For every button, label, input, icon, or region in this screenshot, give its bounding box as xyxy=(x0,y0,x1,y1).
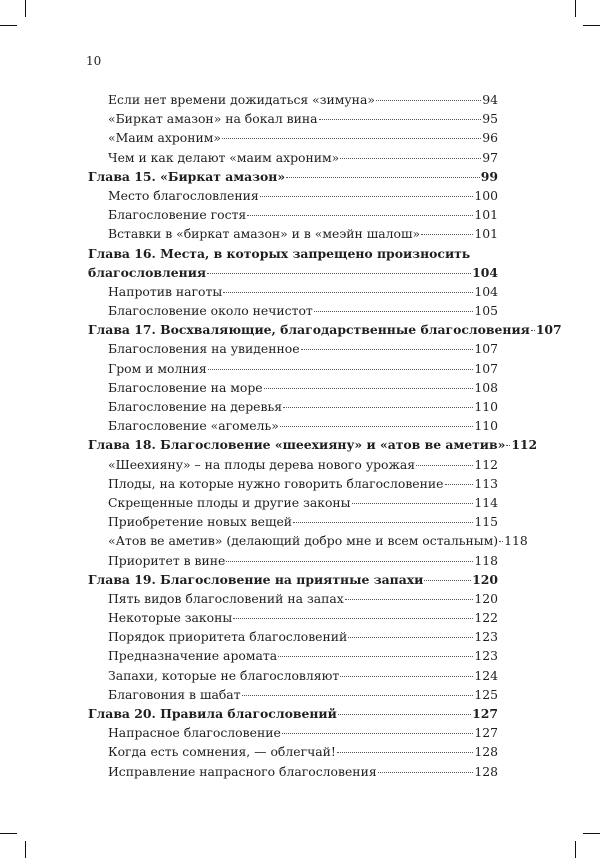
entry-title: Запахи, которые не благословляют xyxy=(108,667,340,683)
toc-chapter-entry xyxy=(88,704,498,723)
toc-section-entry xyxy=(88,128,498,147)
dot-leader xyxy=(340,158,481,159)
crop-mark-top-right-h xyxy=(583,25,600,26)
toc-section-entry xyxy=(88,359,498,378)
entry-page-number: 101 xyxy=(474,226,498,242)
dot-leader xyxy=(301,349,474,350)
toc-section-entry xyxy=(88,339,498,358)
entry-title: Вставки в «биркат амазон» и в «меэйн шалош» xyxy=(108,226,421,242)
entry-page-number: 94 xyxy=(482,92,498,107)
dot-leader xyxy=(506,445,510,446)
dot-leader xyxy=(531,330,535,331)
entry-title: Когда есть сомнения, — облегчай! xyxy=(108,744,336,760)
entry-page-number: 128 xyxy=(474,744,498,760)
toc-section-entry xyxy=(88,148,498,167)
crop-mark-top-left-h xyxy=(0,25,17,26)
dot-leader xyxy=(499,541,503,542)
toc-section-entry xyxy=(88,282,498,301)
dot-leader xyxy=(226,561,473,562)
dot-leader xyxy=(260,196,474,197)
entry-page-number: 113 xyxy=(474,475,498,491)
entry-page-number: 99 xyxy=(480,168,498,184)
entry-title: Благословение гостя xyxy=(108,207,247,223)
entry-title: Благословение на море xyxy=(108,379,263,395)
dot-leader xyxy=(233,618,473,619)
dot-leader xyxy=(222,138,481,139)
entry-page-number: 105 xyxy=(474,303,498,319)
entry-title: Если нет времени дожидаться «зимуна» xyxy=(108,92,375,107)
entry-title: Место благословления xyxy=(108,187,259,203)
toc-chapter-entry xyxy=(88,167,498,186)
toc-section-entry xyxy=(88,493,498,512)
toc-chapter-entry xyxy=(88,263,498,282)
entry-page-number: 104 xyxy=(472,264,498,280)
toc-section-entry xyxy=(88,646,498,665)
toc-section-entry xyxy=(88,378,498,397)
toc-section-entry xyxy=(88,531,528,550)
entry-page-number: 104 xyxy=(474,283,498,299)
entry-title: Некоторые законы xyxy=(108,610,233,626)
toc-section-entry xyxy=(88,723,498,742)
toc-section-entry xyxy=(88,186,498,205)
entry-page-number: 127 xyxy=(472,706,498,721)
entry-page-number: 101 xyxy=(474,207,498,223)
entry-title: Глава 17. Восхваляющие, благодарственные благословения xyxy=(88,322,530,338)
entry-title: Чем и как делают «маим ахроним» xyxy=(108,149,340,165)
entry-page-number: 114 xyxy=(474,494,498,510)
entry-page-number: 110 xyxy=(474,399,498,414)
entry-page-number: 128 xyxy=(474,763,498,779)
entry-page-number: 123 xyxy=(474,648,498,664)
entry-page-number: 127 xyxy=(474,725,498,741)
dot-leader xyxy=(282,733,474,734)
dot-leader xyxy=(348,637,473,638)
entry-page-number: 95 xyxy=(482,111,498,127)
toc-section-entry xyxy=(88,762,498,781)
entry-title: «Биркат амазон» на бокал вина xyxy=(108,111,318,127)
entry-title: Гром и молния xyxy=(108,360,207,376)
toc-chapter-entry xyxy=(88,244,498,263)
dot-leader xyxy=(280,426,474,427)
dot-leader xyxy=(340,676,473,677)
entry-title: Глава 20. Правила благословений xyxy=(88,706,337,721)
entry-page-number: 96 xyxy=(482,130,498,146)
entry-page-number: 110 xyxy=(474,418,498,434)
entry-title: Благословения на увиденное xyxy=(108,341,300,357)
dot-leader xyxy=(293,522,473,523)
crop-mark-top-left-v xyxy=(25,0,26,17)
page-number: 10 xyxy=(86,54,102,68)
entry-page-number: 107 xyxy=(535,322,562,338)
dot-leader xyxy=(247,215,473,216)
toc-chapter-entry xyxy=(88,435,538,454)
toc-section-entry xyxy=(88,589,498,608)
entry-title: Исправление напрасного благословения xyxy=(108,763,377,779)
dot-leader xyxy=(416,465,473,466)
entry-title: Скрещенные плоды и другие законы xyxy=(108,494,351,510)
toc-chapter-entry xyxy=(88,570,498,589)
entry-title: Глава 18. Благословение «шеехияну» и «атов ве аметив» xyxy=(88,437,506,453)
toc-section-entry xyxy=(88,109,498,128)
dot-leader xyxy=(208,369,474,370)
toc-section-entry xyxy=(88,685,498,704)
dot-leader xyxy=(376,100,481,101)
dot-leader xyxy=(223,292,473,293)
entry-page-number: 107 xyxy=(474,341,498,357)
toc-chapter-entry xyxy=(88,320,562,339)
entry-title: Благословение на деревья xyxy=(108,399,283,414)
entry-page-number: 125 xyxy=(474,686,498,702)
entry-page-number: 124 xyxy=(474,667,498,683)
toc-section-entry xyxy=(88,416,498,435)
entry-page-number: 123 xyxy=(474,629,498,645)
entry-title: Приобретение новых вещей xyxy=(108,514,293,530)
entry-title: Плоды, на которые нужно говорить благословение xyxy=(108,475,444,491)
entry-page-number: 120 xyxy=(472,571,498,587)
entry-page-number: 100 xyxy=(474,187,498,203)
dot-leader xyxy=(242,695,474,696)
toc-section-entry xyxy=(88,551,498,570)
dot-leader xyxy=(314,311,474,312)
toc-section-entry xyxy=(88,742,498,761)
dot-leader xyxy=(319,119,482,120)
entry-page-number: 122 xyxy=(474,610,498,626)
entry-page-number: 120 xyxy=(474,590,498,606)
entry-page-number: 118 xyxy=(474,552,498,568)
dot-leader xyxy=(264,388,474,389)
entry-title: Приоритет в вине xyxy=(108,552,226,568)
entry-title: Пять видов благословений на запах xyxy=(108,590,344,606)
entry-title: Глава 16. Места, в которых запрещено произносить xyxy=(88,245,471,261)
entry-title: «Атов ве аметив» (делающий добро мне и всем остальным) xyxy=(108,533,499,549)
toc-section-entry xyxy=(88,512,498,531)
entry-title: Порядок приоритета благословений xyxy=(108,629,348,645)
crop-mark-bottom-left-h xyxy=(0,833,17,834)
entry-page-number: 115 xyxy=(474,514,498,530)
dot-leader xyxy=(345,599,474,600)
toc-section-entry xyxy=(88,474,498,493)
entry-title: Глава 15. «Биркат амазон» xyxy=(88,168,286,184)
dot-leader xyxy=(424,580,471,581)
entry-title: «Маим ахроним» xyxy=(108,130,221,146)
dot-leader xyxy=(283,407,473,408)
toc-section-entry xyxy=(88,205,498,224)
entry-title: благословления xyxy=(88,264,207,280)
entry-title: «Шеехияну» – на плоды дерева нового урожая xyxy=(108,456,416,472)
crop-mark-bottom-left-v xyxy=(25,841,26,858)
toc-section-entry xyxy=(88,90,498,109)
entry-page-number: 107 xyxy=(474,360,498,376)
entry-title: Глава 19. Благословение на приятные запахи xyxy=(88,571,424,587)
toc-section-entry xyxy=(88,397,498,416)
entry-title: Благовония в шабат xyxy=(108,686,241,702)
entry-title: Предназначение аромата xyxy=(108,648,278,664)
toc-section-entry xyxy=(88,455,498,474)
entry-title: Благословение около нечистот xyxy=(108,303,313,319)
toc-section-entry xyxy=(88,224,498,243)
crop-mark-top-right-v xyxy=(575,0,576,17)
toc-section-entry xyxy=(88,627,498,646)
entry-title: Благословение «агомель» xyxy=(108,418,279,434)
dot-leader xyxy=(286,177,480,178)
entry-title: Напротив наготы xyxy=(108,283,223,299)
table-of-contents xyxy=(88,90,562,781)
toc-section-entry xyxy=(88,666,498,685)
entry-page-number: 97 xyxy=(482,149,498,165)
entry-page-number: 108 xyxy=(474,379,498,395)
dot-leader xyxy=(421,234,473,235)
dot-leader xyxy=(445,484,474,485)
dot-leader xyxy=(278,656,473,657)
dot-leader xyxy=(338,714,471,715)
dot-leader xyxy=(337,752,473,753)
toc-section-entry xyxy=(88,301,498,320)
crop-mark-bottom-right-v xyxy=(575,841,576,858)
dot-leader xyxy=(352,503,474,504)
entry-page-number: 118 xyxy=(504,533,528,549)
dot-leader xyxy=(378,772,474,773)
toc-section-entry xyxy=(88,608,498,627)
dot-leader xyxy=(207,273,471,274)
entry-page-number: 112 xyxy=(474,456,498,472)
entry-page-number: 112 xyxy=(511,437,538,453)
crop-mark-bottom-right-h xyxy=(583,833,600,834)
entry-title: Напрасное благословение xyxy=(108,725,281,741)
